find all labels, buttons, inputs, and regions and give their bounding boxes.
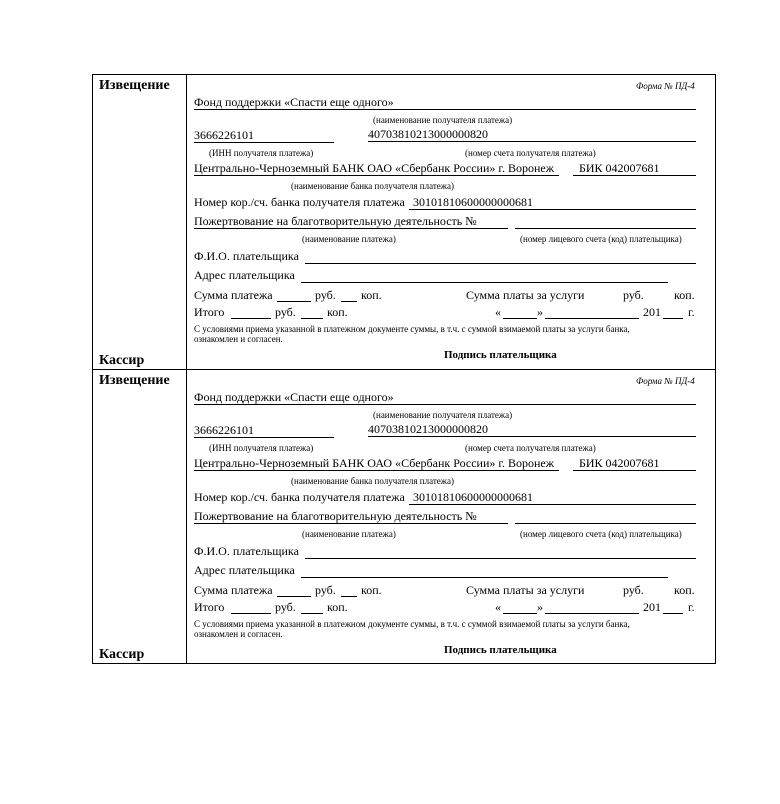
bank-name-line	[194, 175, 559, 176]
total-rub-unit: руб.	[275, 600, 296, 614]
personal-account-line	[515, 228, 696, 229]
personal-account-line	[515, 523, 696, 524]
corr-account-line	[409, 209, 696, 210]
inn-line	[194, 437, 334, 438]
account-line	[368, 141, 696, 142]
date-day-line	[503, 318, 537, 319]
recipient-name-caption: (наименование получателя платежа)	[373, 115, 513, 125]
payment-purpose: Пожертвование на благотворительную деятельность №	[194, 509, 477, 523]
consent-text-line2: ознакомлен и согласен.	[194, 629, 283, 639]
payment-form-bottom	[92, 369, 716, 664]
sum-kop-unit: коп.	[361, 288, 382, 302]
service-fee-kop-unit: коп.	[674, 583, 695, 597]
sum-rub-line	[277, 596, 311, 597]
payment-purpose-line	[194, 228, 508, 229]
year-suffix: г.	[688, 305, 695, 319]
recipient-name: Фонд поддержки «Спасти еще одного»	[194, 390, 394, 404]
total-label: Итого	[194, 305, 225, 319]
notice-label: Извещение	[99, 373, 170, 388]
year-prefix: 201	[643, 305, 661, 319]
date-month-line	[545, 613, 639, 614]
payer-address-line	[301, 282, 668, 283]
payer-name-line	[305, 263, 696, 264]
payer-signature-label: Подпись плательщика	[444, 644, 557, 656]
payer-name-line	[305, 558, 696, 559]
bank-name: Центрально-Черноземный БАНК ОАО «Сбербанк России» г. Воронеж	[194, 161, 554, 175]
cashier-label: Кассир	[99, 353, 145, 368]
service-fee-label: Сумма платы за услуги	[466, 288, 585, 302]
account-caption: (номер счета получателя платежа)	[465, 443, 596, 453]
form-left-column	[93, 370, 187, 663]
personal-account-caption: (номер лицевого счета (код) плательщика)	[520, 234, 682, 244]
form-left-column	[93, 75, 187, 369]
date-day-line	[503, 613, 537, 614]
account-value: 40703810213000000820	[368, 422, 488, 436]
year-line	[663, 318, 683, 319]
bik-line	[573, 470, 696, 471]
date-open-quote: «	[495, 600, 501, 614]
bik-value: БИК 042007681	[579, 161, 660, 175]
recipient-name-line	[194, 404, 696, 405]
sum-kop-line	[341, 596, 357, 597]
sum-label: Сумма платежа	[194, 583, 273, 597]
service-fee-rub-unit: руб.	[623, 288, 644, 302]
bank-caption: (наименование банка получателя платежа)	[291, 476, 454, 486]
consent-text: С условиями приема указанной в платежном документе суммы, в т.ч. с суммой взимаемой платы за услуги банка,	[194, 619, 630, 629]
payer-address-line	[301, 577, 668, 578]
bik-line	[573, 175, 696, 176]
service-fee-kop-unit: коп.	[674, 288, 695, 302]
payer-signature-label: Подпись плательщика	[444, 349, 557, 361]
corr-account-label: Номер кор./сч. банка получателя платежа	[194, 195, 405, 209]
date-close-quote: »	[537, 600, 543, 614]
total-kop-unit: коп.	[327, 600, 348, 614]
recipient-name-line	[194, 109, 696, 110]
sum-kop-line	[341, 301, 357, 302]
account-caption: (номер счета получателя платежа)	[465, 148, 596, 158]
payer-address-label: Адрес плательщика	[194, 268, 295, 282]
corr-account-label: Номер кор./сч. банка получателя платежа	[194, 490, 405, 504]
total-kop-unit: коп.	[327, 305, 348, 319]
account-line	[368, 436, 696, 437]
service-fee-label: Сумма платы за услуги	[466, 583, 585, 597]
purpose-caption: (наименование платежа)	[302, 529, 396, 539]
date-open-quote: «	[495, 305, 501, 319]
sum-label: Сумма платежа	[194, 288, 273, 302]
year-prefix: 201	[643, 600, 661, 614]
sum-rub-unit: руб.	[315, 288, 336, 302]
corr-account-value: 30101810600000000681	[413, 195, 533, 209]
payment-purpose-line	[194, 523, 508, 524]
inn-line	[194, 142, 334, 143]
cashier-label: Кассир	[99, 647, 145, 662]
corr-account-line	[409, 504, 696, 505]
total-rub-line	[231, 318, 271, 319]
total-kop-line	[301, 613, 323, 614]
payer-name-label: Ф.И.О. плательщика	[194, 249, 299, 263]
payer-address-label: Адрес плательщика	[194, 563, 295, 577]
year-suffix: г.	[688, 600, 695, 614]
sum-rub-unit: руб.	[315, 583, 336, 597]
service-fee-rub-unit: руб.	[623, 583, 644, 597]
year-line	[663, 613, 683, 614]
bank-name-line	[194, 470, 559, 471]
bik-value: БИК 042007681	[579, 456, 660, 470]
purpose-caption: (наименование платежа)	[302, 234, 396, 244]
inn-value: 3666226101	[194, 423, 254, 437]
consent-text: С условиями приема указанной в платежном документе суммы, в т.ч. с суммой взимаемой платы за услуги банка,	[194, 324, 630, 334]
inn-value: 3666226101	[194, 128, 254, 142]
form-code: Форма № ПД-4	[636, 81, 695, 91]
consent-text-line2: ознакомлен и согласен.	[194, 334, 283, 344]
sum-kop-unit: коп.	[361, 583, 382, 597]
payment-form-top	[92, 74, 716, 370]
corr-account-value: 30101810600000000681	[413, 490, 533, 504]
total-label: Итого	[194, 600, 225, 614]
recipient-name-caption: (наименование получателя платежа)	[373, 410, 513, 420]
date-month-line	[545, 318, 639, 319]
total-rub-unit: руб.	[275, 305, 296, 319]
personal-account-caption: (номер лицевого счета (код) плательщика)	[520, 529, 682, 539]
payment-purpose: Пожертвование на благотворительную деятельность №	[194, 214, 477, 228]
payer-name-label: Ф.И.О. плательщика	[194, 544, 299, 558]
sum-rub-line	[277, 301, 311, 302]
form-code: Форма № ПД-4	[636, 376, 695, 386]
total-rub-line	[231, 613, 271, 614]
bank-caption: (наименование банка получателя платежа)	[291, 181, 454, 191]
notice-label: Извещение	[99, 78, 170, 93]
account-value: 40703810213000000820	[368, 127, 488, 141]
bank-name: Центрально-Черноземный БАНК ОАО «Сбербанк России» г. Воронеж	[194, 456, 554, 470]
total-kop-line	[301, 318, 323, 319]
inn-caption: (ИНН получателя платежа)	[209, 148, 314, 158]
inn-caption: (ИНН получателя платежа)	[209, 443, 314, 453]
recipient-name: Фонд поддержки «Спасти еще одного»	[194, 95, 394, 109]
date-close-quote: »	[537, 305, 543, 319]
